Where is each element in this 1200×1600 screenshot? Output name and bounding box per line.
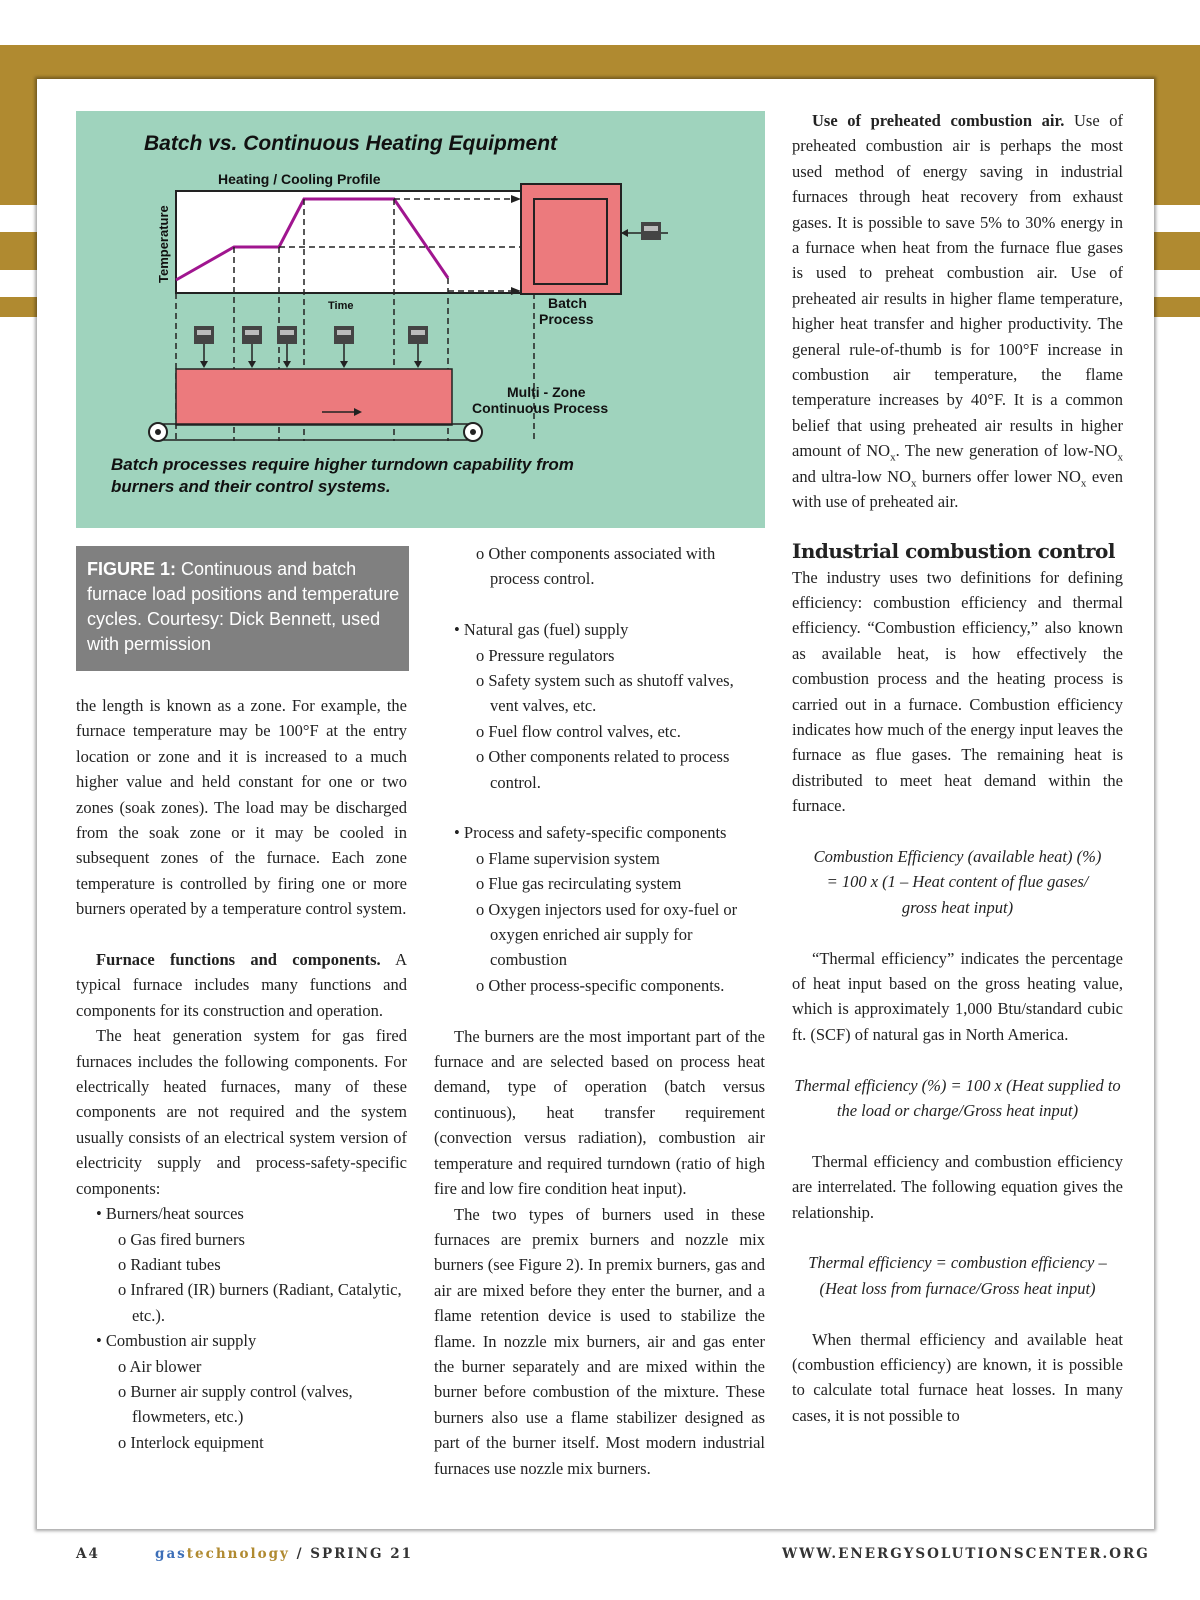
equation: Combustion Efficiency (available heat) (%) = 100 x (1 – Heat content of flue gases/ gross heat input): [813, 846, 1102, 917]
paragraph: The two types of burners used in these furnaces are premix burners and nozzle mix burners (see Figure 2). In premix burners, gas and air are mixed before they enter the burner, and a flame retention device is used to stabilize the flame. In nozzle mix burners, air and gas enter the burner separately and are mixed within the burner before combustion of the mixture. These burners also use a flame stabilizer designed as part of the burner itself. Most modern industrial furnaces use nozzle mix burners.: [434, 1204, 765, 1478]
x-axis-label: Time: [328, 300, 354, 312]
figure-note-2: burners and their control systems.: [111, 477, 391, 496]
list-item: • Process and safety-specific components: [454, 823, 727, 843]
list-item: o Gas fired burners: [118, 1229, 245, 1249]
zone-controllers: [194, 326, 428, 368]
list-item: o Pressure regulators: [476, 645, 615, 665]
list-item: o Burner air supply control (valves, flowmeters, etc.): [118, 1381, 353, 1427]
section-title: Industrial combustion control: [792, 538, 1115, 563]
figure-diagram: [76, 111, 765, 528]
section-heading: Use of preheated combustion air.: [812, 111, 1065, 130]
list-item: o Other components related to process control.: [476, 747, 730, 792]
publication-name: gastechnology / SPRING 21: [155, 1546, 414, 1562]
equation: Thermal efficiency (%) = 100 x (Heat supplied to the load or charge/Gross heat input): [794, 1075, 1121, 1120]
paragraph: “Thermal efficiency” indicates the percentage of heat input based on the gross heating value, which is approximately 1,000 Btu/standard cubic ft. (SCF) of natural gas in North America.: [792, 948, 1123, 1044]
y-axis-label: Temperature: [156, 205, 171, 283]
section-heading: Furnace functions and components.: [96, 950, 381, 970]
list-item: • Combustion air supply: [96, 1331, 257, 1351]
page-number: A4: [76, 1546, 100, 1562]
figure-note-1: Batch processes require higher turndown capability from: [111, 455, 574, 474]
list-item: o Interlock equipment: [118, 1432, 264, 1452]
equation: Thermal efficiency = combustion efficiency – (Heat loss from furnace/Gross heat input): [808, 1253, 1107, 1298]
paragraph: Use of preheated combustion air. Use of preheated combustion air is perhaps the most used method of energy saving in industrial furnaces through heat recovery from exhaust gases. It is possible to save 5% to 30% energy in a furnace when heat from the furnace flue gases is used to preheat combustion air. Use of preheated air results in higher flame temperature, higher heat transfer and higher productivity. The general rule-of-thumb is for 100°F increase in combustion air temperature, the flame temperature increases by 40°F. It is a common belief that using preheated air results in higher amount of $NO_x$. The new generation of low-$NO_x$ and ultra-low $NO_x$ burners offer lower $NO_x$ even with use of preheated air.: [792, 111, 1123, 512]
website-url: WWW.ENERGYSOLUTIONSCENTER.ORG: [782, 1546, 1150, 1562]
list-item: o Fuel flow control valves, etc.: [476, 721, 681, 741]
list-item: o Infrared (IR) burners (Radiant, Catalytic, etc.).: [118, 1280, 402, 1325]
batch-label-2: Process: [539, 311, 594, 327]
paragraph: Thermal efficiency and combustion efficiency are interrelated. The following equation gives the relationship.: [792, 1151, 1123, 1222]
column-2: [434, 541, 765, 1481]
figure-title: Batch vs. Continuous Heating Equipment: [144, 132, 558, 155]
batch-label-1: Batch: [548, 295, 587, 311]
paragraph: The industry uses two definitions for defining efficiency: combustion efficiency and thermal efficiency. “Combustion efficiency,” also known as available heat, is how effectively the combustion process and the heating process is carried out in a furnace. Combustion efficiency indicates how much of the energy input leaves the furnace as flue gases. The remaining heat is distributed to meet heat demand within the furnace.: [792, 567, 1123, 816]
multi-zone-label-2: Continuous Process: [472, 400, 609, 416]
paragraph: the length is known as a zone. For example, the furnace temperature may be 100°F at the entry location or zone and it is increased to a much higher value and held constant for one or two zones (soak zones). The load may be discharged from the soak zone or it may be cooled in subsequent zones of the furnace. Each zone temperature is controlled by firing one or more burners operated by a temperature control system.: [76, 696, 407, 919]
paragraph: Furnace functions and components. A typical furnace includes many functions and components for its construction and operation.: [76, 950, 407, 1020]
list-item: o Radiant tubes: [118, 1254, 221, 1274]
list-item: o Oxygen injectors used for oxy-fuel or oxygen enriched air supply for combustion: [476, 899, 738, 970]
column-3: [792, 108, 1123, 1428]
profile-label: Heating / Cooling Profile: [218, 171, 381, 187]
list-item: o Other components associated with process control.: [476, 544, 716, 589]
list-item: • Natural gas (fuel) supply: [454, 620, 629, 640]
list-item: o Air blower: [118, 1356, 202, 1376]
paragraph: The burners are the most important part of the furnace and are selected based on process heat demand, type of operation (batch versus continuous), heat transfer requirement (convection versus radiation), combustion air temperature and required turndown (ratio of high fire and low fire condition heat input).: [434, 1026, 765, 1199]
list-item: o Safety system such as shutoff valves, vent valves, etc.: [476, 671, 734, 716]
profile-chart: [176, 191, 534, 293]
list-item: o Flue gas recirculating system: [476, 874, 682, 894]
figure-caption: [76, 546, 409, 671]
list-item: • Burners/heat sources: [96, 1204, 244, 1224]
paragraph: The heat generation system for gas fired furnaces includes the following components. For electrically heated furnaces, many of these components are not required and the system usually consists of an electrical system version of electricity supply and process-safety-specific components:: [76, 1026, 407, 1198]
continuous-furnace: [176, 369, 452, 425]
multi-zone-label-1: Multi - Zone: [507, 384, 586, 400]
list-item: o Flame supervision system: [476, 848, 660, 868]
column-1: [76, 693, 407, 1455]
caption-text: Continuous and batch furnace load positions and temperature cycles. Courtesy: Dick Bennett, used with permission: [87, 559, 400, 654]
caption-label: FIGURE 1:: [87, 559, 177, 579]
paragraph: When thermal efficiency and available heat (combustion efficiency) are known, it is possible to calculate total furnace heat losses. In many cases, it is not possible to: [792, 1329, 1123, 1425]
list-item: o Other process-specific components.: [476, 975, 725, 995]
